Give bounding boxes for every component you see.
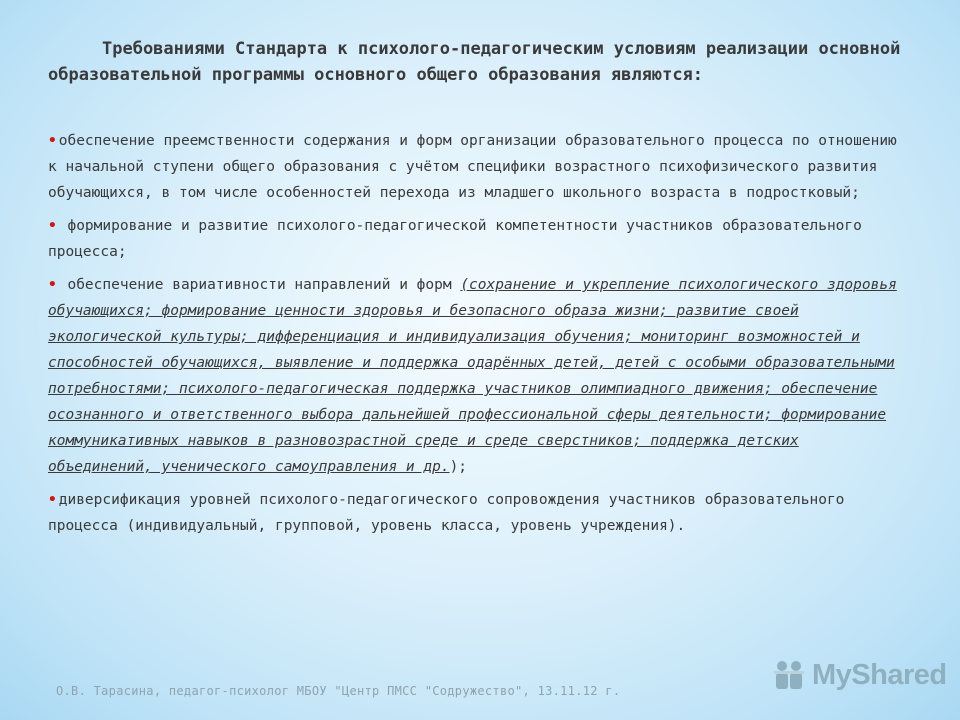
myshared-logo[interactable] bbox=[770, 656, 947, 694]
bullet-icon: • bbox=[48, 492, 57, 508]
bullet-icon: • bbox=[48, 218, 57, 234]
list-item bbox=[48, 487, 910, 539]
list-item bbox=[48, 272, 910, 480]
list-item-text: диверсификация уровней психолого-педагогического сопровождения участников образовательного процесса (индивидуальный, групповой, уровень класса, уровень учреждения). bbox=[48, 492, 845, 534]
bullet-icon: • bbox=[48, 133, 57, 149]
list-item-text-end: ); bbox=[449, 459, 468, 475]
list-item-underlined-text: (сохранение и укрепление психологического здоровья обучающихся; формирование ценности здоровья и безопасного образа жизни; развитие своей экологической культуры; дифференциация и индивидуализация обучения; мониторинг возможностей и способностей обучающихся, выявление и поддержка одарённых детей, детей с особыми образовательными потребностями; психолого-педагогическая поддержка участников олимпиадного движения; обеспечение осознанного и ответственного выбора дальнейшей профессиональной сферы деятельности; формирование коммуникативных навыков в разновозрастной среде и среде сверстников; поддержка детских объединений, ученического самоуправления и др. bbox=[48, 277, 897, 475]
logo-people-icon bbox=[770, 656, 808, 694]
list-item bbox=[48, 128, 910, 206]
list-item-text: формирование и развитие психолого-педагогической компетентности участников образовательного процесса; bbox=[48, 218, 862, 260]
requirements-list bbox=[48, 128, 910, 546]
footer-credit: О.В. Тарасина, педагог-психолог МБОУ "Центр ПМСС "Содружество", 13.11.12 г. bbox=[56, 684, 621, 698]
slide-title: Требованиями Стандарта к психолого-педагогическим условиям реализации основной образовательной программы основного общего образования являются: bbox=[48, 39, 901, 85]
logo-text: MyShared bbox=[812, 658, 947, 691]
list-item bbox=[48, 213, 910, 265]
list-item-text: обеспечение вариативности направлений и форм bbox=[58, 277, 461, 293]
list-item-text: обеспечение преемственности содержания и форм организации образовательного процесса по отношению к начальной ступени общего образования с учётом специфики возрастного психофизического развития обучающихся, в том числе особенностей перехода из младшего школьного возраста в подростковый; bbox=[48, 133, 897, 201]
bullet-icon: • bbox=[48, 277, 57, 293]
